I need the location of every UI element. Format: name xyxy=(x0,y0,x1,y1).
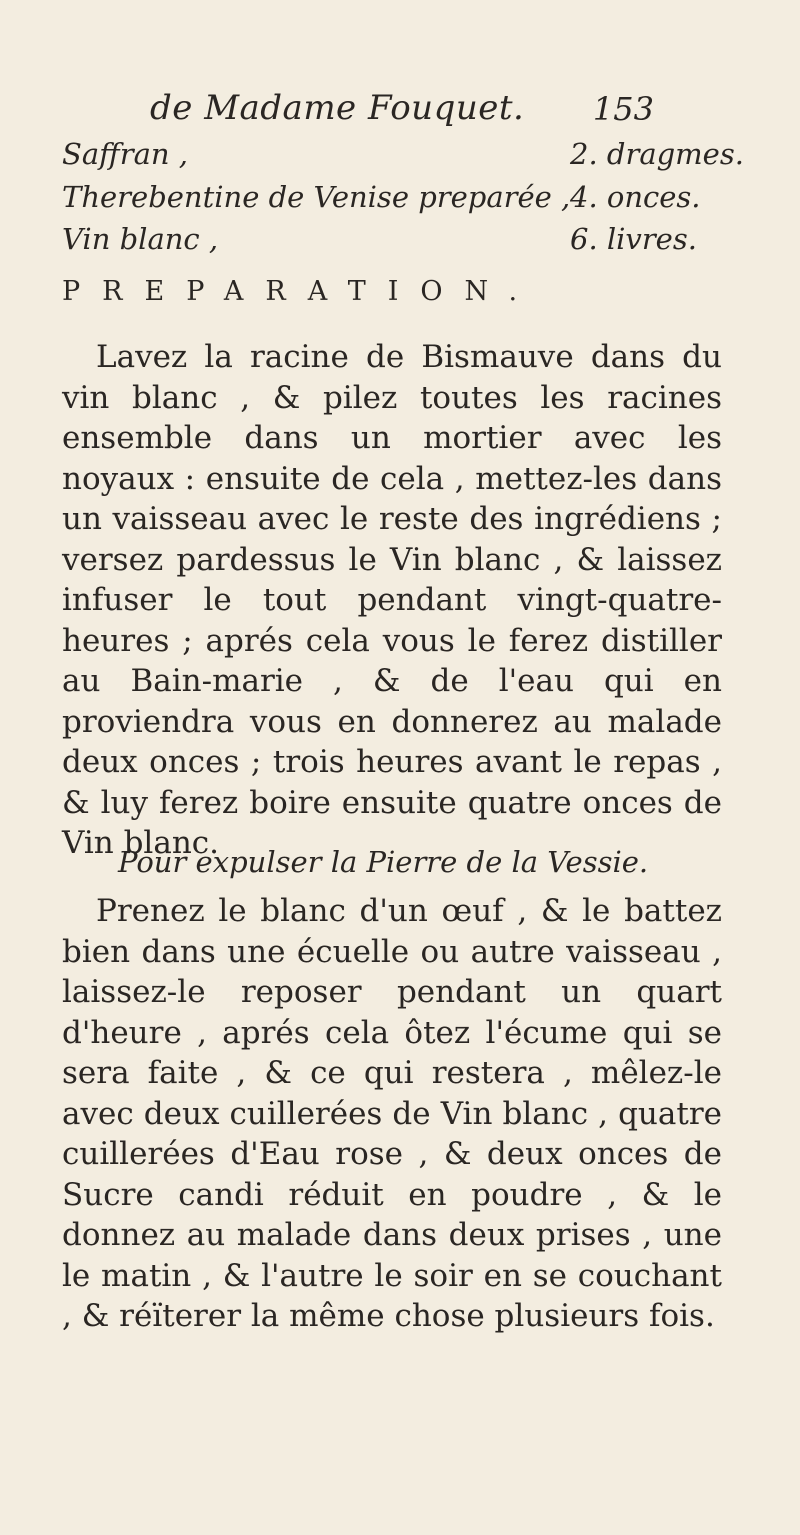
ingredient-quantity: 6. livres. xyxy=(570,222,697,256)
ingredient-name: Saffran , xyxy=(62,137,188,171)
section-title: PREPARATION. xyxy=(62,276,540,307)
ingredient-name: Vin blanc , xyxy=(62,222,219,256)
page-number: 153 xyxy=(592,90,654,128)
ingredient-quantity: 2. dragmes. xyxy=(570,137,744,171)
body-paragraph: Prenez le blanc d'un œuf , & le battez bien dans une écuelle ou autre vaisseau , laissez-le reposer pendant un quart d'heure , aprés cela ôtez l'écume qui se sera faite , & ce qui restera , mêlez-le avec deux cuillerées de Vin blanc , quatre cuillerées d'Eau rose , & deux onces de Sucre candi réduit en poudre , & le donnez au malade dans deux prises , une le matin , & l'autre le soir en se couchant , & réïterer la même chose plusieurs fois. xyxy=(62,893,722,1334)
ingredient-quantity: 4. onces. xyxy=(570,180,701,214)
body-paragraph: Lavez la racine de Bismauve dans du vin blanc , & pilez toutes les racines ensemble dans un mortier avec les noyaux : ensuite de cela , mettez-les dans un vaisseau avec le reste des ingrédiens ; versez pardessus le Vin blanc , & laissez infuser le tout pendant vingt-quatre-heures ; aprés cela vous le ferez distiller au Bain-marie , & de l'eau qui en proviendra vous en donnerez au malade deux onces ; trois heures avant le repas , & luy ferez boire ensuite quatre onces de Vin blanc. xyxy=(62,339,722,861)
ingredient-name: Therebentine de Venise preparée , xyxy=(62,180,571,214)
recipe-subheading: Pour expulser la Pierre de la Vessie. xyxy=(118,845,649,879)
running-title: de Madame Fouquet. xyxy=(150,88,525,128)
